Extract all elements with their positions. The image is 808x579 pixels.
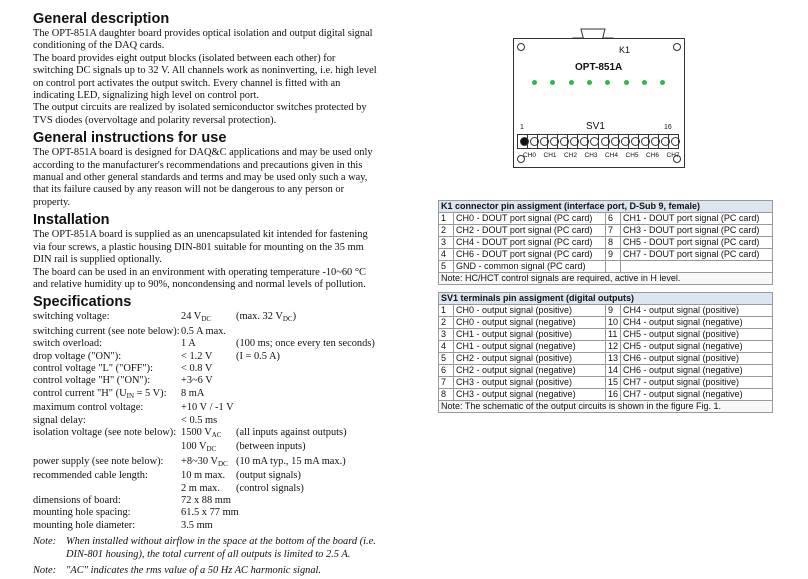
note-tag: Note: xyxy=(33,565,57,577)
channel-label: CH7 xyxy=(666,152,680,159)
spec-label: maximum control voltage: xyxy=(33,402,144,414)
left-column xyxy=(33,10,378,579)
spec-note-text: (all inputs against outputs) xyxy=(236,426,347,438)
spec-note-text: (output signals) xyxy=(236,470,301,482)
pin-description: CH0 - output signal (negative) xyxy=(454,317,606,329)
spec-value: 0.5 A max. xyxy=(181,325,227,337)
pin-number: 13 xyxy=(605,353,620,365)
installation-section xyxy=(33,211,378,291)
table-row xyxy=(439,353,773,365)
section-title: General instructions for use xyxy=(33,130,227,147)
spec-note-text xyxy=(236,375,378,387)
pin-description: CH0 - output signal (positive) xyxy=(454,305,606,317)
pin-number: 2 xyxy=(439,225,454,237)
pin-number: 4 xyxy=(439,249,454,261)
spec-label: control voltage "H" ("ON"): xyxy=(33,375,151,387)
pin-description: CH6 - output signal (positive) xyxy=(621,353,773,365)
spec-note-text: (between inputs) xyxy=(236,441,306,453)
pin-last-label: 16 xyxy=(664,124,672,131)
spec-note-text xyxy=(236,520,378,532)
mounting-hole-icon xyxy=(673,43,681,51)
terminal-block xyxy=(517,134,679,149)
pin-first-label: 1 xyxy=(520,124,524,131)
pin-number: 12 xyxy=(605,341,620,353)
pin-number: 14 xyxy=(605,365,620,377)
spec-label: dimensions of board: xyxy=(33,495,121,506)
pin-description xyxy=(621,261,773,273)
section-title: General description xyxy=(33,11,170,27)
channel-label: CH3 xyxy=(584,152,598,159)
table-footer: Note: The schematic of the output circuits is shown in the figure Fig. 1. xyxy=(439,401,773,413)
paragraph: The OPT-851A daughter board provides optical isolation and output digital signal conditioning of the DAQ cards. xyxy=(33,28,373,52)
spec-label: signal delay: xyxy=(33,414,86,426)
pin-description: CH4 - output signal (positive) xyxy=(621,305,773,317)
terminal-pin xyxy=(558,135,568,148)
pin-description: CH2 - DOUT port signal (PC card) xyxy=(454,225,606,237)
general-description-section xyxy=(33,10,378,127)
table-row xyxy=(439,329,773,341)
spec-note-text: (10 mA typ., 15 mA max.) xyxy=(236,455,346,467)
pin-number: 9 xyxy=(605,305,620,317)
spec-value: 2 m max. xyxy=(181,482,220,494)
table-title: K1 connector pin assigment (interface port, D-Sub 9, female) xyxy=(439,201,773,213)
pin-description: CH1 - output signal (positive) xyxy=(454,329,606,341)
pin-number: 2 xyxy=(439,317,454,329)
spec-value: +3~6 V xyxy=(181,375,213,387)
pin-description: CH3 - output signal (negative) xyxy=(454,389,606,401)
pin-number: 1 xyxy=(439,213,454,225)
pin-number: 16 xyxy=(605,389,620,401)
channel-label: CH0 xyxy=(523,152,537,159)
pin-number: 7 xyxy=(606,225,621,237)
led-indicator-icon xyxy=(642,80,647,85)
note-text: "AC" indicates the rms value of a 50 Hz AC harmonic signal. xyxy=(66,565,322,577)
sv1-pin-table xyxy=(438,292,773,413)
pin-number: 3 xyxy=(439,329,454,341)
pin-number: 8 xyxy=(439,389,454,401)
spec-note-text: (I = 0.5 A) xyxy=(236,350,280,362)
spec-label: control current "H" ($U_{IN} = 5$ V): xyxy=(33,387,167,400)
spec-value: < 0.8 V xyxy=(181,362,213,374)
spec-value: 3.5 mm xyxy=(181,519,213,531)
led-indicator-icon xyxy=(624,80,629,85)
spec-label: power supply (see note below): xyxy=(33,455,164,467)
pin-description: CH5 - output signal (positive) xyxy=(621,329,773,341)
spec-note-text: (100 ms; once every ten seconds) xyxy=(236,338,375,350)
spec-note-text xyxy=(236,415,378,427)
terminal-pin xyxy=(518,135,528,148)
spec-label: drop voltage ("ON"): xyxy=(33,350,122,362)
pin-description: CH5 - DOUT port signal (PC card) xyxy=(621,237,773,249)
spec-value: +10 V / -1 V xyxy=(181,402,234,414)
pin-description: CH3 - DOUT port signal (PC card) xyxy=(621,225,773,237)
led-indicator-icon xyxy=(587,80,592,85)
paragraph: The OPT-851A board is designed for DAQ&C applications and may be used only according to the manufacturer's recommendations and precautions given in this manual and other general standards and terms and may be used only such a way, that its failure caused by any reason will not be dangerous to any person or property. xyxy=(33,147,373,208)
led-indicator-icon xyxy=(532,80,537,85)
spec-value: 1500 $V_{AC}$ xyxy=(181,426,222,439)
pin-number: 6 xyxy=(606,213,621,225)
spec-value: < 1.2 V xyxy=(181,350,213,362)
table-row xyxy=(439,341,773,353)
spec-label xyxy=(33,441,181,455)
spec-value: 24 $V_{DC}$ xyxy=(181,311,212,324)
terminal-pin xyxy=(609,135,619,148)
spec-note xyxy=(33,536,378,561)
pin-description: CH5 - output signal (negative) xyxy=(621,341,773,353)
channel-label: CH4 xyxy=(605,152,619,159)
pin-description: CH4 - DOUT port signal (PC card) xyxy=(454,237,606,249)
spec-label: switch overload: xyxy=(33,338,102,350)
board-name: OPT-851A xyxy=(575,62,623,73)
terminal-pin xyxy=(639,135,649,148)
spec-note-text xyxy=(236,388,378,402)
spec-note xyxy=(33,565,378,577)
paragraph: The OPT-851A board is supplied as an unencapsulated kit intended for fastening via four screws, a plastic housing DIN-801 suitable for mounting on the 35 mm DIN rail is supplied optionally. xyxy=(33,229,368,266)
table-row xyxy=(439,389,773,401)
pin-description: CH7 - output signal (negative) xyxy=(621,389,773,401)
pin-description: CH1 - DOUT port signal (PC card) xyxy=(621,213,773,225)
pin-number: 11 xyxy=(605,329,620,341)
spec-value: 61.5 x 77 mm xyxy=(181,507,239,519)
pin-number: 5 xyxy=(439,353,454,365)
channel-label: CH5 xyxy=(625,152,639,159)
table-row xyxy=(439,249,773,261)
table-row xyxy=(439,317,773,329)
terminal-pin xyxy=(649,135,659,148)
table-footer: Note: HC/HCT control signals are required, active in H level. xyxy=(439,273,773,285)
terminal-pin xyxy=(629,135,639,148)
pin-number: 3 xyxy=(439,237,454,249)
terminal-label: SV1 xyxy=(586,121,605,132)
pin-description: CH6 - DOUT port signal (PC card) xyxy=(454,249,606,261)
table-footer-row xyxy=(439,273,773,285)
spec-note-text xyxy=(236,363,378,375)
pin-number: 5 xyxy=(439,261,454,273)
spec-note-text xyxy=(236,495,378,507)
spec-value: 10 m max. xyxy=(181,470,226,482)
k1-pin-table xyxy=(438,200,773,285)
table-row xyxy=(439,377,773,389)
pin-description: CH3 - output signal (positive) xyxy=(454,377,606,389)
note-tag: Note: xyxy=(33,536,57,548)
pin-description: CH2 - output signal (positive) xyxy=(454,353,606,365)
spec-label: mounting hole diameter: xyxy=(33,519,136,531)
pin-number: 6 xyxy=(439,365,454,377)
terminal-pin xyxy=(588,135,598,148)
terminal-pin xyxy=(578,135,588,148)
spec-note-text: (max. 32 $V_{DC}$) xyxy=(236,311,297,324)
mounting-hole-icon xyxy=(517,43,525,51)
pin-number: 15 xyxy=(605,377,620,389)
spec-label: control voltage "L" ("OFF"): xyxy=(33,362,153,374)
spec-grid xyxy=(33,311,378,532)
table-row xyxy=(439,237,773,249)
paragraph: The board provides eight output blocks (isolated between each other) for switching DC signals up to 32 V. All channels work as noninverting, i.e. high level on control port activates the output switch. Every channel is fitted with an indicating LED, signalizing high level on control port. xyxy=(33,52,377,102)
table-row xyxy=(439,365,773,377)
pin-number: 10 xyxy=(605,317,620,329)
pin-number: 7 xyxy=(439,377,454,389)
section-title: Installation xyxy=(33,212,110,229)
pin-description: CH7 - DOUT port signal (PC card) xyxy=(621,249,773,261)
channel-label: CH2 xyxy=(564,152,578,159)
channel-labels xyxy=(523,152,687,159)
led-indicator-icon xyxy=(569,80,574,85)
terminal-pin xyxy=(568,135,578,148)
table-row xyxy=(439,261,773,273)
specifications-section xyxy=(33,293,378,577)
spec-note-text xyxy=(236,402,378,414)
spec-label: switching current (see note below): xyxy=(33,325,180,337)
terminal-pin xyxy=(659,135,669,148)
spec-note-text xyxy=(236,326,378,338)
connector-label: K1 xyxy=(619,45,631,55)
pin-description: CH2 - output signal (negative) xyxy=(454,365,606,377)
terminal-pin xyxy=(669,135,678,148)
paragraph: The board can be used in an environment with operating temperature -10~60 °C and relative humidity up to 90%, noncondensing and normal levels of pollution. xyxy=(33,266,366,290)
terminal-pin xyxy=(538,135,548,148)
spec-label xyxy=(33,483,181,495)
terminal-pin xyxy=(619,135,629,148)
note-text: When installed without airflow in the space at the bottom of the board (i.e. DIN-801 housing), the total current of all outputs is limited to 2.5 A. xyxy=(66,536,376,560)
spec-value: 100 $V_{DC}$ xyxy=(181,441,217,454)
spec-value: 72 x 88 mm xyxy=(181,495,231,506)
pin-description: CH1 - output signal (negative) xyxy=(454,341,606,353)
table-title: SV1 terminals pin assigment (digital outputs) xyxy=(439,293,773,305)
pin-number: 8 xyxy=(606,237,621,249)
spec-label: recommended cable length: xyxy=(33,470,148,482)
table-row xyxy=(439,305,773,317)
pin-number: 4 xyxy=(439,341,454,353)
pin-number xyxy=(606,261,621,273)
pin-description: GND - common signal (PC card) xyxy=(454,261,606,273)
section-title: Specifications xyxy=(33,294,132,311)
pin-description: CH6 - output signal (negative) xyxy=(621,365,773,377)
screw-icon xyxy=(671,137,680,146)
channel-label: CH1 xyxy=(543,152,557,159)
table-row xyxy=(439,225,773,237)
table-row xyxy=(439,213,773,225)
spec-note-text xyxy=(236,507,378,519)
spec-label: isolation voltage (see note below): xyxy=(33,426,177,438)
pin-number: 9 xyxy=(606,249,621,261)
spec-value: 8 mA xyxy=(181,387,205,399)
terminal-pin xyxy=(528,135,538,148)
spec-value: < 0.5 ms xyxy=(181,414,218,426)
spec-label: switching voltage: xyxy=(33,311,110,323)
pin-description: CH4 - output signal (negative) xyxy=(621,317,773,329)
pin-description: CH7 - output signal (positive) xyxy=(621,377,773,389)
terminal-pin xyxy=(599,135,609,148)
terminal-pin xyxy=(548,135,558,148)
spec-label: mounting hole spacing: xyxy=(33,507,131,519)
pin-number: 1 xyxy=(439,305,454,317)
table-footer-row xyxy=(439,401,773,413)
paragraph: The output circuits are realized by isolated semiconductor switches protected by TVS diodes (overvoltage and polarity reversal protection). xyxy=(33,102,367,126)
spec-value: 1 A xyxy=(181,338,196,350)
pin-description: CH0 - DOUT port signal (PC card) xyxy=(454,213,606,225)
general-instructions-section xyxy=(33,129,378,209)
spec-value: +8~30 $V_{DC}$ xyxy=(181,455,228,468)
channel-label: CH6 xyxy=(646,152,660,159)
spec-note-text: (control signals) xyxy=(236,482,304,494)
